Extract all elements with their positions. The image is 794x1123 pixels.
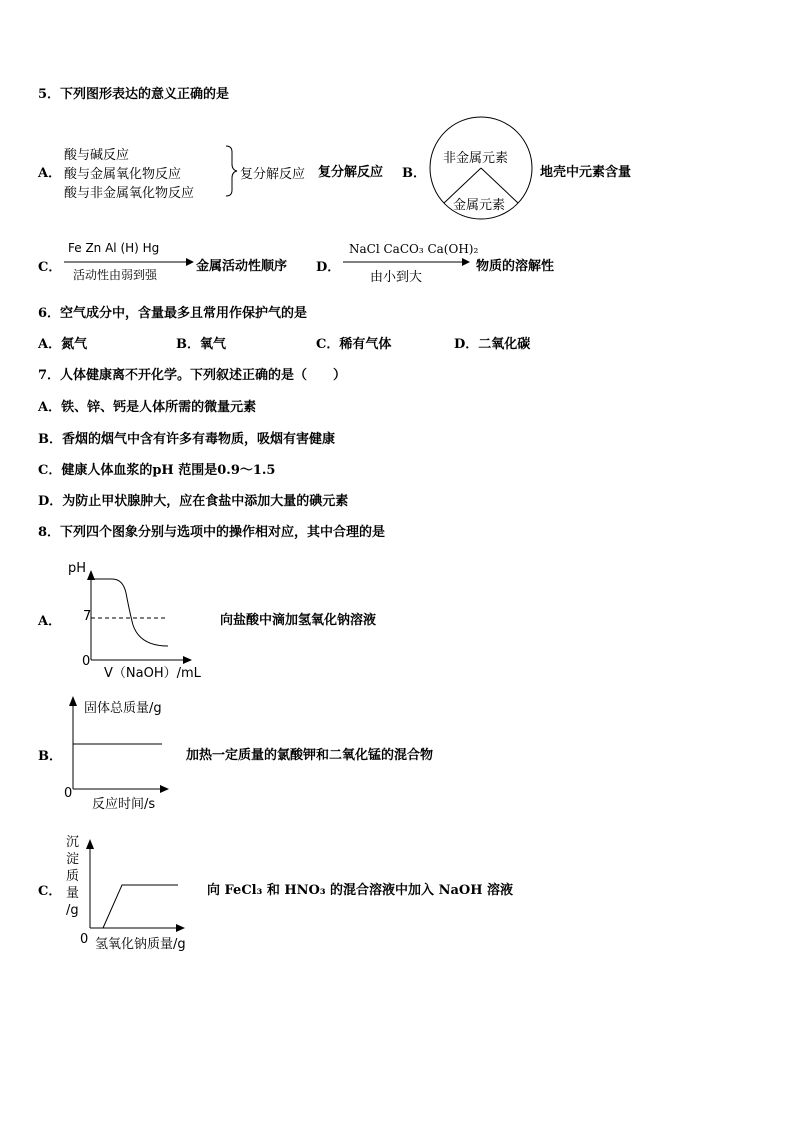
q8-a-origin: 0: [82, 654, 91, 669]
q5-stem: 5．下列图形表达的意义正确的是: [38, 87, 230, 102]
q5-c-label: C．: [38, 260, 62, 275]
q5-d-caption: 物质的溶解性: [476, 259, 555, 274]
q7-stem: 7．人体健康离不开化学。下列叙述正确的是（ ）: [38, 368, 347, 383]
q8-c-caption: 向 FeCl₃ 和 HNO₃ 的混合溶液中加入 NaOH 溶液: [207, 883, 514, 898]
q6-option-a: A．氮气: [38, 337, 88, 352]
q5-b-top-text: 非金属元素: [443, 151, 509, 166]
q5-a-line-2: 酸与金属氧化物反应: [64, 167, 182, 182]
q8-c-ylabel-char: /g: [66, 903, 79, 918]
q8-b-origin: 0: [64, 786, 73, 801]
q8-b-xlabel: 反应时间/s: [92, 797, 156, 812]
q6-option-b: B．氧气: [176, 337, 226, 352]
q8-c-ylabel-char: 淀: [66, 852, 80, 867]
q5-b-caption: 地壳中元素含量: [540, 165, 632, 180]
q5-d-below: 由小到大: [370, 270, 423, 285]
q7-option-b: B．香烟的烟气中含有许多有毒物质，吸烟有害健康: [38, 432, 335, 447]
q5-a-line-1: 酸与碱反应: [64, 148, 130, 163]
q8-a-xlabel: V（NaOH）/mL: [104, 666, 201, 681]
q5-d-label: D．: [316, 260, 341, 275]
q8-c-xlabel: 氢氧化钠质量/g: [95, 937, 186, 952]
q5-a-brace-text: 复分解反应: [240, 167, 306, 182]
q7-option-d: D．为防止甲状腺肿大，应在食盐中添加大量的碘元素: [38, 494, 349, 509]
q6-option-c: C．稀有气体: [316, 337, 392, 352]
q8-a-label: A．: [38, 614, 62, 629]
q8-c-ylabel-char: 沉: [66, 835, 80, 850]
q5-a-label: A．: [38, 166, 62, 181]
q5-a-caption: 复分解反应: [318, 165, 384, 180]
q5-a-line-3: 酸与非金属氧化物反应: [64, 186, 195, 201]
q8-c-ylabel-char: 量: [66, 886, 80, 901]
q5-b-label: B．: [402, 166, 426, 181]
q8-c-origin: 0: [80, 932, 89, 947]
q8-stem: 8．下列四个图象分别与选项中的操作相对应，其中合理的是: [38, 525, 386, 540]
q6-option-d: D．二氧化碳: [454, 337, 531, 352]
q5-d-above: NaCl CaCO₃ Ca(OH)₂: [349, 242, 479, 256]
q8-a-caption: 向盐酸中滴加氢氧化钠溶液: [220, 613, 377, 628]
q5-b-bottom-text: 金属元素: [453, 198, 506, 213]
q8-b-caption: 加热一定质量的氯酸钾和二氧化锰的混合物: [186, 748, 434, 763]
q8-b-ylabel: 固体总质量/g: [84, 701, 162, 716]
q8-a-tick-7: 7: [83, 609, 92, 624]
q8-a-ylabel: pH: [68, 561, 87, 576]
q7-option-a: A．铁、锌、钙是人体所需的微量元素: [38, 400, 257, 415]
q8-b-label: B．: [38, 749, 62, 764]
q8-c-label: C．: [38, 884, 62, 899]
q5-c-below: 活动性由弱到强: [73, 268, 158, 282]
q5-c-elements: Fe Zn Al (H) Hg: [68, 241, 160, 255]
q7-option-c: C．健康人体血浆的pH 范围是0.9～1.5: [38, 463, 276, 478]
q6-stem: 6．空气成分中，含量最多且常用作保护气的是: [38, 306, 308, 321]
q8-c-ylabel-char: 质: [66, 869, 80, 884]
q5-c-caption: 金属活动性顺序: [196, 259, 288, 274]
